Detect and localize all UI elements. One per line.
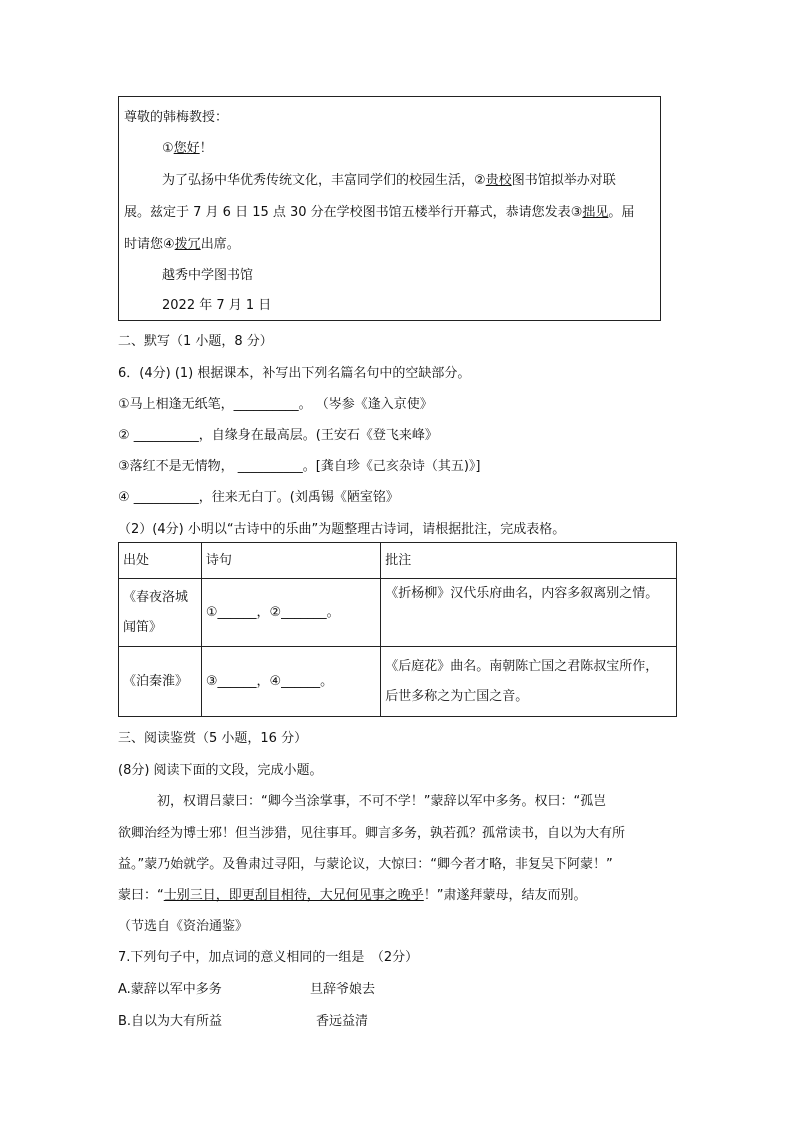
row2-source: 《泊秦淮》 <box>119 647 202 717</box>
row2-note <box>381 647 677 717</box>
fill-line-3: ③落红不是无情物， __________。[龚自珍《己亥杂诗（其五)》] <box>118 459 481 474</box>
letter-body-line-1 <box>162 169 616 188</box>
passage-source: （节选自《资治通鉴》 <box>118 919 249 934</box>
table-header-row <box>119 543 677 579</box>
option-b-right: 香远益清 <box>316 1014 369 1029</box>
note-line: 后世多称之为亡国之音。 <box>385 688 529 704</box>
underlined-word-2: 贵校 <box>485 173 512 188</box>
passage-line-1: 初，权谓吕蒙曰：“卿今当涂掌事，不可不学！”蒙辞以军中多务。权曰：“孤岂 <box>157 794 607 809</box>
q6-part2: （2）(4分) 小明以“古诗中的乐曲”为题整理古诗词，请根据批注，完成表格。 <box>118 522 566 537</box>
source-line: 《春夜洛城 <box>123 589 189 605</box>
reading-intro: (8分) 阅读下面的文段，完成小题。 <box>118 763 323 778</box>
passage-line-2: 欲卿治经为博士邪！但当涉猎，见往事耳。卿言多务，孰若孤？孤常读书，自以为大有所 <box>118 826 626 841</box>
q7-stem: 7.下列句子中，加点词的意义相同的一组是 （2分） <box>118 950 419 965</box>
passage-text: ！”肃遂拜蒙母，结友而别。 <box>423 888 587 903</box>
letter-date: 2022 年 7 月 1 日 <box>162 298 272 313</box>
option-b-left: B.自以为大有所益 <box>118 1014 223 1029</box>
passage-line-4 <box>118 884 587 903</box>
marker-4: ④ <box>163 237 175 252</box>
row1-source <box>119 579 202 647</box>
header-verse: 诗句 <box>201 543 380 579</box>
fill-line-2: ② __________，自缘身在最高层。(王安石《登飞来峰》 <box>118 428 438 443</box>
option-a-right: 旦辞爷娘去 <box>310 982 376 997</box>
row2-verse: ③______，④______。 <box>201 647 380 717</box>
option-a-left: A.蒙辞以军中多务 <box>118 982 222 997</box>
note-line: 《后庭花》曲名。南朝陈亡国之君陈叔宝所作， <box>385 658 659 674</box>
marker-1: ① <box>162 141 174 156</box>
letter-body-line-3 <box>124 233 240 252</box>
letter-salutation: 尊敬的韩梅教授： <box>124 110 229 125</box>
table-row <box>119 579 677 647</box>
header-source: 出处 <box>119 543 202 579</box>
body-text: 时请您 <box>124 237 164 252</box>
fill-line-1: ①马上相逢无纸笔，__________。 （岑参《逢入京使》 <box>118 397 433 412</box>
body-text: 出席。 <box>200 237 240 252</box>
body-text: 图书馆拟举办对联 <box>511 173 616 188</box>
body-text: 为了弘扬中华优秀传统文化，丰富同学们的校园生活， <box>162 173 475 188</box>
passage-text: 蒙曰：“ <box>118 888 164 903</box>
poem-table <box>118 542 677 717</box>
fill-line-4: ④ __________，往来无白丁。(刘禹锡《陋室铭》 <box>118 490 399 505</box>
letter-body-line-2 <box>124 201 634 220</box>
underlined-word-3: 拙见 <box>582 205 609 220</box>
letter-signature: 越秀中学图书馆 <box>162 268 254 283</box>
marker-3: ③ <box>570 205 583 220</box>
letter-greeting <box>162 137 213 156</box>
section3-heading: 三、阅读鉴赏（5 小题，16 分） <box>118 731 308 746</box>
marker-2: ② <box>474 173 486 188</box>
greeting-end: ！ <box>199 141 213 156</box>
q6-intro: 6．(4分) (1) 根据课本，补写出下列名篇名句中的空缺部分。 <box>118 366 471 381</box>
row1-verse: ①______，②_______。 <box>201 579 380 647</box>
section2-heading: 二、默写（1 小题，8 分） <box>118 334 273 349</box>
row1-note: 《折杨柳》汉代乐府曲名，内容多叙离别之情。 <box>381 579 677 647</box>
passage-line-3: 益。”蒙乃始就学。及鲁肃过寻阳，与蒙论议，大惊曰：“卿今者才略，非复吴下阿蒙！” <box>118 857 613 872</box>
body-text: 。届 <box>608 205 635 220</box>
underlined-word-1: 您好 <box>173 141 200 156</box>
table-row <box>119 647 677 717</box>
header-note: 批注 <box>381 543 677 579</box>
body-text: 展。兹定于 7 月 6 日 15 点 30 分在学校图书馆五楼举行开幕式，恭请您发表 <box>124 205 571 220</box>
underlined-word-4: 拨冗 <box>174 237 201 252</box>
letter-box <box>118 96 661 321</box>
source-line: 闻笛》 <box>123 619 163 635</box>
underlined-sentence: 士别三日，即更刮目相待，大兄何见事之晚乎 <box>163 888 424 903</box>
